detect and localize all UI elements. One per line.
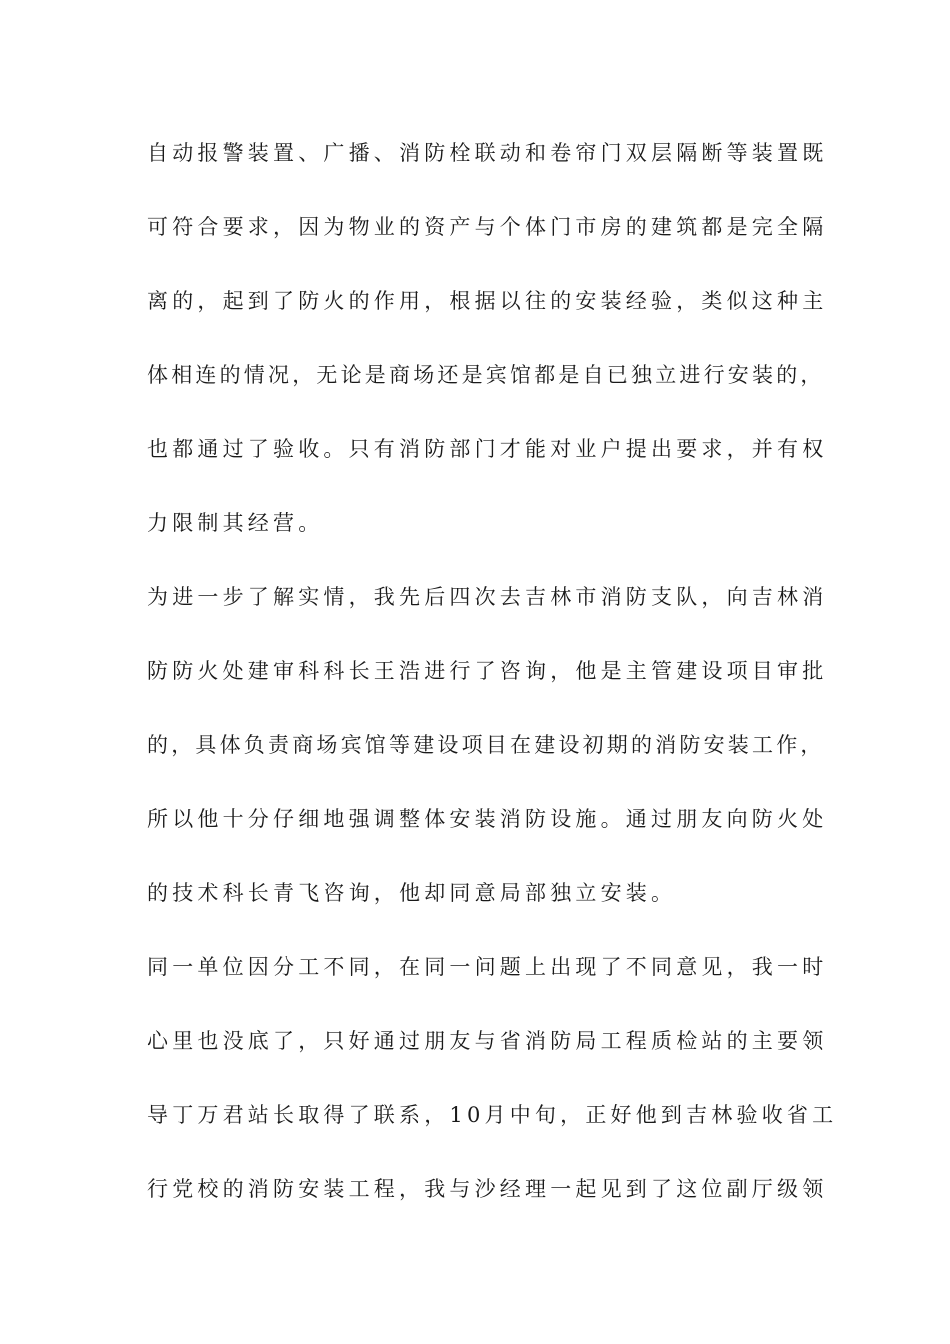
text-line: 离的，起到了防火的作用，根据以往的安装经验，类似这种主 [147, 289, 828, 313]
text-line: 心里也没底了，只好通过朋友与省消防局工程质检站的主要领 [147, 1029, 828, 1053]
text-line: 导丁万君站长取得了联系，10月中旬，正好他到吉林验收省工 [147, 1103, 838, 1127]
text-line: 同一单位因分工不同，在同一问题上出现了不同意见，我一时 [147, 955, 828, 979]
text-line: 行党校的消防安装工程，我与沙经理一起见到了这位副厅级领 [147, 1177, 828, 1201]
text-line: 的，具体负责商场宾馆等建设项目在建设初期的消防安装工作， [147, 733, 825, 757]
text-line: 为进一步了解实情，我先后四次去吉林市消防支队，向吉林消 [147, 585, 828, 609]
text-line: 力限制其经营。 [147, 511, 324, 535]
text-line: 自动报警装置、广播、消防栓联动和卷帘门双层隔断等装置既 [147, 141, 828, 165]
text-line: 也都通过了验收。只有消防部门才能对业户提出要求，并有权 [147, 437, 828, 461]
text-line: 所以他十分仔细地强调整体安装消防设施。通过朋友向防火处 [147, 807, 828, 831]
body-text [147, 133, 838, 1243]
text-line: 体相连的情况，无论是商场还是宾馆都是自已独立进行安装的， [147, 363, 825, 387]
text-line: 防防火处建审科科长王浩进行了咨询，他是主管建设项目审批 [147, 659, 828, 683]
text-line: 可符合要求，因为物业的资产与个体门市房的建筑都是完全隔 [147, 215, 828, 239]
text-line: 的技术科长青飞咨询，他却同意局部独立安装。 [147, 881, 677, 905]
